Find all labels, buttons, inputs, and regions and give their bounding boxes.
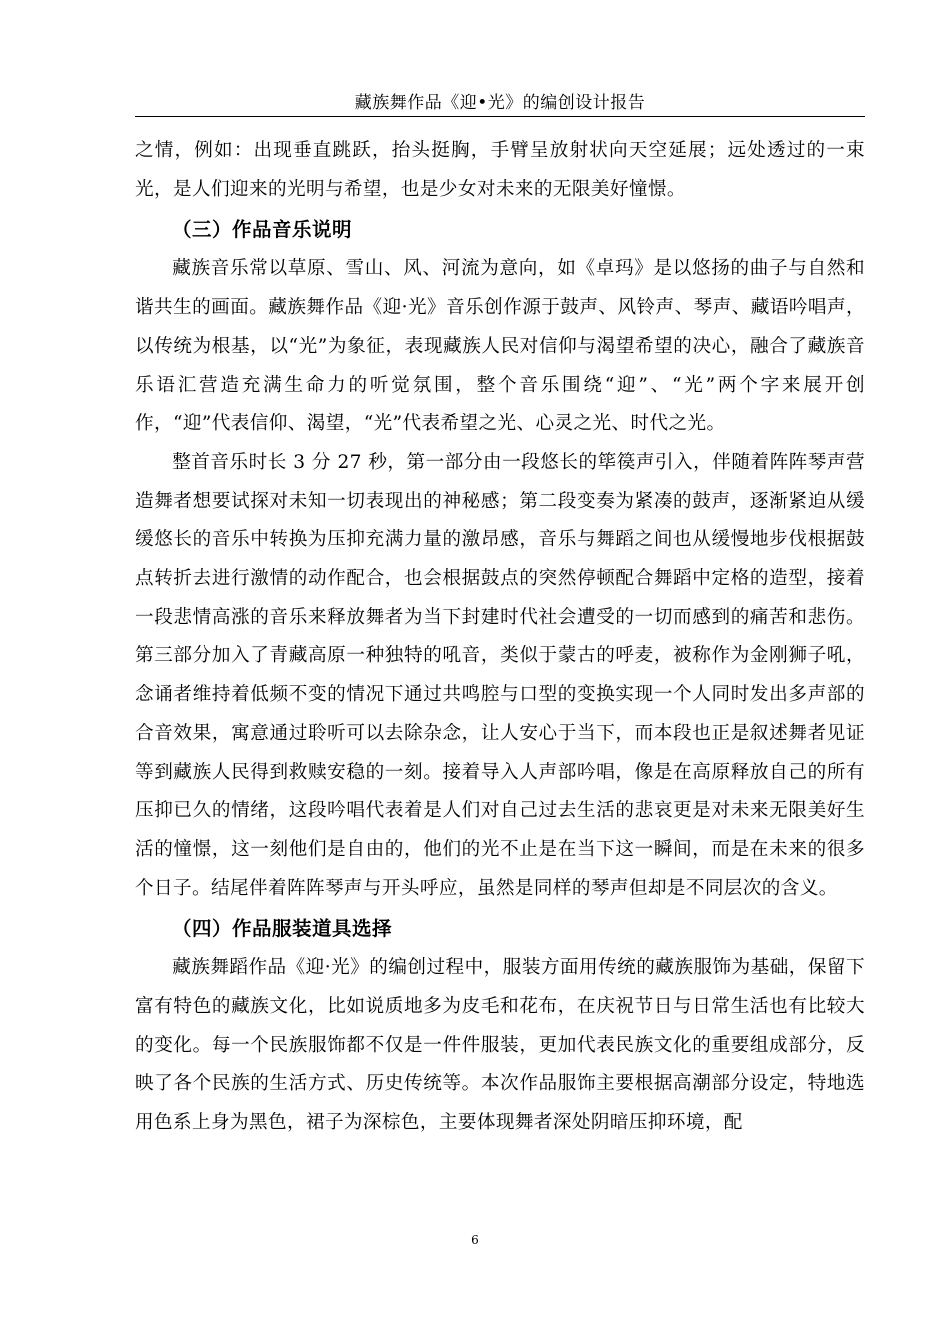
page-body <box>135 132 865 1143</box>
section-heading-costume: （四）作品服装道具选择 <box>172 917 393 941</box>
paragraph-music-intro: 藏族音乐常以草原、雪山、风、河流为意向，如《卓玛》是以悠扬的曲子与自然和谐共生的画面。藏族舞作品《迎·光》音乐创作源于鼓声、风铃声、琴声、藏语吟唱声，以传统为根基，以“光”为象征，表现藏族人民对信仰与渴望希望的决心，融合了藏族音乐语汇营造充满生命力的听觉氛围，整个音乐围绕“迎”、“光”两个字来展开创作，“迎”代表信仰、渴望，“光”代表希望之光、心灵之光、时代之光。 <box>135 258 865 435</box>
section-heading-music: （三）作品音乐说明 <box>172 218 353 242</box>
paragraph-continued: 之情，例如：出现垂直跳跃，抬头挺胸，手臂呈放射状向天空延展；远处透过的一束光，是人们迎来的光明与希望，也是少女对未来的无限美好憧憬。 <box>135 140 865 200</box>
page-number: 6 <box>471 1233 479 1247</box>
running-header: 藏族舞作品《迎•光》的编创设计报告 <box>354 93 646 113</box>
paragraph-costume: 藏族舞蹈作品《迎·光》的编创过程中，服装方面用传统的藏族服饰为基础，保留下富有特色的藏族文化，比如说质地多为皮毛和花布，在庆祝节日与日常生活也有比较大的变化。每一个民族服饰都不仅是一件件服装，更加代表民族文化的重要组成部分，反映了各个民族的生活方式、历史传统等。本次作品服饰主要根据高潮部分设定，特地选用色系上身为黑色，裙子为深棕色，主要体现舞者深处阴暗压抑环境，配 <box>135 957 865 1134</box>
paragraph-music-structure: 整首音乐时长 3 分 27 秒，第一部分由一段悠长的筚篌声引入，伴随着阵阵琴声营造舞者想要试探对未知一切表现出的神秘感；第二段变奏为紧凑的鼓声，逐渐紧迫从缓缓悠长的音乐中转换为压抑充满力量的激昂感，音乐与舞蹈之间也从缓慢地步伐根据鼓点转折去进行激情的动作配合，也会根据鼓点的突然停顿配合舞蹈中定格的造型，接着一段悲情高涨的音乐来释放舞者为当下封建时代社会遭受的一切而感到的痛苦和悲伤。第三部分加入了青藏高原一种独特的吼音，类似于蒙古的呼麦，被称作为金刚狮子吼，念诵者维持着低频不变的情况下通过共鸣腔与口型的变换实现一个人同时发出多声部的合音效果，寓意通过聆听可以去除杂念，让人安心于当下，而本段也正是叙述舞者见证等到藏族人民得到救赎安稳的一刻。接着导入人声部吟唱，像是在高原释放自己的所有压抑已久的情绪，这段吟唱代表着是人们对自己过去生活的悲哀更是对未来无限美好生活的憧憬，这一刻他们是自由的，他们的光不止是在当下这一瞬间，而是在未来的很多个日子。结尾伴着阵阵琴声与开头呼应，虽然是同样的琴声但却是不同层次的含义。 <box>135 451 865 899</box>
header-rule <box>135 116 865 117</box>
